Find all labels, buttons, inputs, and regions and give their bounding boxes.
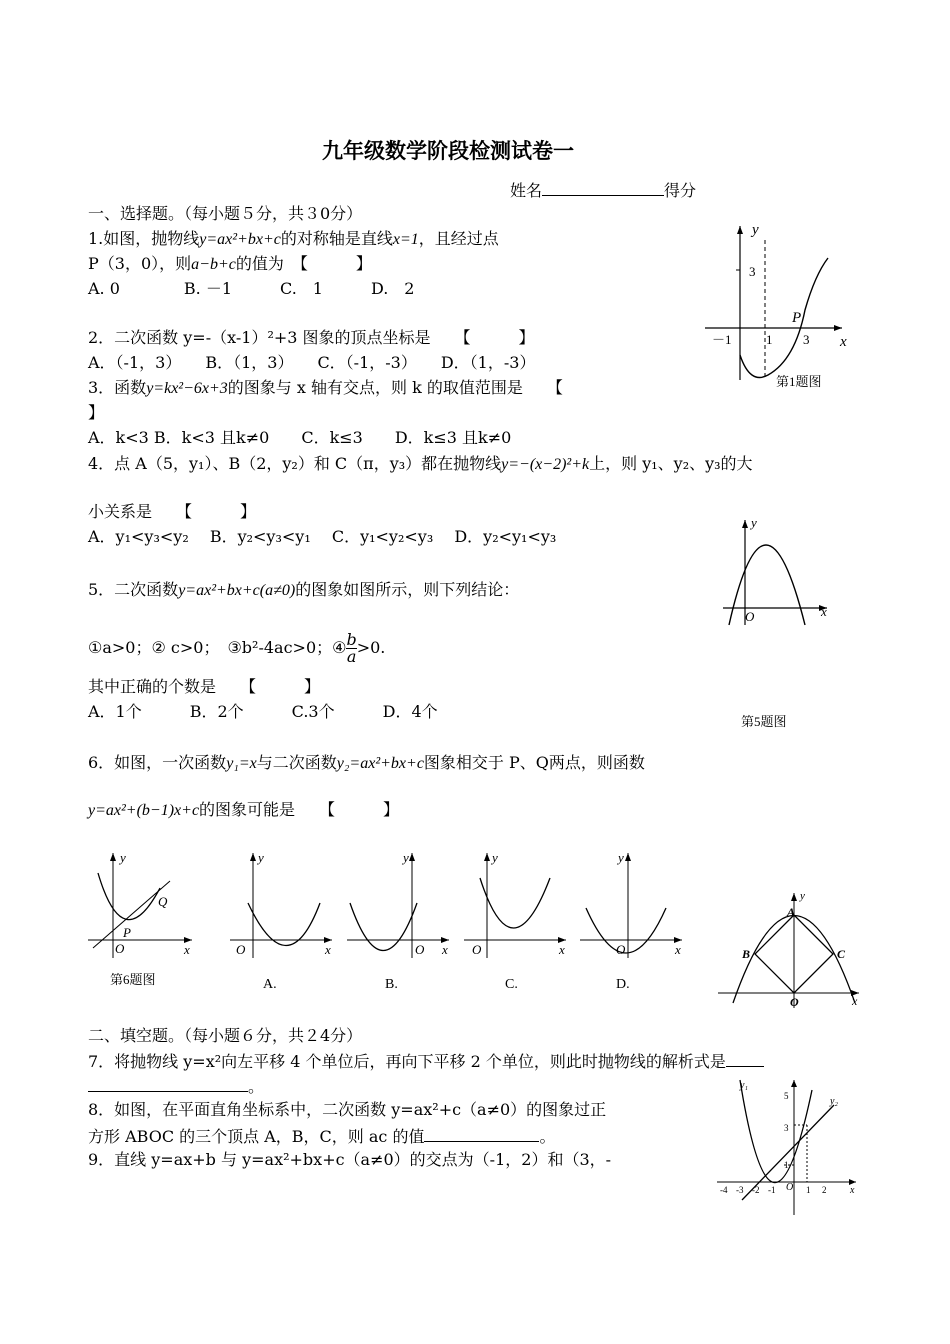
q7-answer-blank — [88, 1075, 248, 1092]
q5-figure — [715, 515, 835, 735]
svg-text:O: O — [415, 942, 425, 957]
q6-option-c-figure — [462, 848, 572, 993]
q5-formula: y=ax²+bx+c(a≠0) — [178, 582, 296, 599]
q3-options: A．k<3 B．k<3 且k≠0 C．k≤3 D．k≤3 且k≠0 — [88, 428, 512, 447]
svg-text:x: x — [325, 942, 331, 957]
svg-text:y₂: y₂ — [830, 1096, 838, 1107]
name-field — [510, 179, 696, 201]
svg-text:B: B — [742, 947, 751, 961]
section1-heading: 一、选择题。（每小题５分，共３0分） — [88, 204, 363, 223]
q1-formula: y=ax²+bx+c — [199, 231, 281, 248]
q5-line3: 其中正确的个数是 【 】 — [88, 677, 321, 696]
q6-line2: y=ax²+(b−1)x+c的图象可能是 【 】 — [88, 800, 400, 819]
q3-formula: y=kx²−6x+3 — [146, 380, 228, 397]
q5-caption: 第5题图 — [741, 714, 787, 729]
q9-line1: 9．直线 y=ax+b 与 y=ax²+bx+c（a≠0）的交点为（-1，2）和（3，- — [88, 1150, 612, 1169]
q6-line1: 6．如图，一次函数y₁=x与二次函数y₂=ax²+bx+c图象相交于 P、Q两点，则函数 — [88, 753, 645, 772]
svg-text:O: O — [115, 941, 125, 956]
svg-text:5: 5 — [784, 1091, 789, 1101]
svg-text:y: y — [492, 850, 498, 865]
svg-text:x: x — [852, 994, 858, 1008]
svg-text:C.: C. — [505, 977, 518, 992]
q6-option-d-figure — [578, 848, 688, 993]
q1-line1: 1.如图，抛物线y=ax²+bx+c的对称轴是直线x=1，且经过点 — [88, 229, 499, 248]
svg-text:-1: -1 — [768, 1185, 776, 1195]
svg-text:第6题图: 第6题图 — [110, 972, 156, 987]
q6-option-b-figure — [345, 848, 453, 993]
q3-line2: 】 — [88, 403, 105, 422]
q1-line2: P（3，0），则a−b+c的值为 【 】 — [88, 254, 372, 273]
svg-text:Q: Q — [158, 894, 168, 909]
svg-text:x: x — [559, 942, 565, 957]
svg-text:x: x — [184, 942, 190, 957]
svg-text:C: C — [837, 947, 846, 961]
svg-text:-3: -3 — [736, 1185, 744, 1195]
q3-line1: 3．函数y=kx²−6x+3的图象与 x 轴有交点，则 k 的取值范围是 【 — [88, 378, 563, 397]
q4-options: A．y₁<y₃<y₂ B．y₂<y₃<y₁ C．y₁<y₂<y₃ D．y₂<y₁<y₃ — [88, 527, 557, 546]
svg-text:B.: B. — [385, 977, 398, 992]
svg-text:O: O — [786, 1182, 794, 1193]
q8-answer-blank — [424, 1125, 539, 1142]
svg-text:－1: －1 — [712, 332, 732, 347]
section2-heading: 二、填空题。（每小题６分，共２4分） — [88, 1026, 363, 1045]
svg-text:3: 3 — [749, 264, 756, 279]
svg-text:y: y — [403, 850, 409, 865]
q1-p-label: P — [792, 310, 802, 326]
q1-options: A. 0 B. －1 C. 1 D. 2 — [88, 279, 415, 298]
svg-text:x: x — [442, 942, 448, 957]
svg-text:1: 1 — [806, 1185, 811, 1195]
q8-line1: 8．如图，在平面直角坐标系中，二次函数 y=ax²+c（a≠0）的图象过正 — [88, 1100, 607, 1119]
svg-text:y: y — [120, 850, 126, 865]
q1-x-label: x — [840, 334, 847, 350]
svg-text:x: x — [821, 604, 827, 619]
q5-options: A．1个 B．2个 C.3个 D．4个 — [88, 702, 438, 721]
q9-figure — [712, 1075, 862, 1220]
svg-text:O: O — [616, 942, 626, 957]
svg-text:O: O — [236, 942, 246, 957]
q5-conclusions: ①a>0；② c>0； ③b²-4ac>0；④ $\frac{b}{a}$ >0. — [88, 630, 386, 666]
q2-options: A．（-1，3） B．（1，3） C．（-1，-3） D．（1，-3） — [88, 353, 536, 372]
svg-text:1: 1 — [784, 1160, 789, 1170]
score-label: 得分 — [664, 181, 697, 200]
q6-main-figure — [88, 848, 196, 988]
q4-line2: 小关系是 【 】 — [88, 502, 257, 521]
svg-text:y₁: y₁ — [740, 1080, 748, 1091]
q2-line1: 2．二次函数 y=-（x-1）²+3 图象的顶点坐标是 【 】 — [88, 328, 535, 347]
svg-text:-4: -4 — [720, 1185, 728, 1195]
q5-line1: 5．二次函数y=ax²+bx+c(a≠0)的图象如图所示，则下列结论： — [88, 580, 520, 599]
svg-text:y: y — [800, 890, 805, 902]
svg-text:O: O — [745, 609, 755, 624]
name-label: 姓名 — [510, 181, 543, 200]
q1-caption: 第1题图 — [776, 374, 822, 389]
svg-text:y: y — [618, 850, 624, 865]
q1-y-label: y — [752, 222, 759, 238]
q7-line1: 7．将抛物线 y=x²向左平移 4 个单位后，再向下平移 2 个单位，则此时抛物线的解析式是 — [88, 1050, 764, 1072]
svg-text:3: 3 — [784, 1123, 789, 1133]
svg-text:2: 2 — [822, 1185, 827, 1195]
svg-text:-2: -2 — [752, 1185, 760, 1195]
svg-text:P: P — [123, 925, 131, 940]
svg-text:D.: D. — [616, 977, 630, 992]
q8-line2: 方形 ABOC 的三个顶点 A，B，C，则 ac 的值 。 — [88, 1127, 556, 1146]
svg-text:A: A — [787, 905, 796, 919]
svg-text:x: x — [675, 942, 681, 957]
q6-option-a-figure — [228, 848, 336, 993]
q4-formula: y=−(x−2)²+k — [501, 456, 590, 473]
page-title: 九年级数学阶段检测试卷一 — [322, 138, 574, 163]
svg-text:y: y — [258, 850, 264, 865]
svg-text:y: y — [751, 515, 757, 530]
svg-text:O: O — [790, 995, 799, 1009]
svg-text:x: x — [850, 1185, 855, 1196]
q1-figure — [700, 220, 850, 395]
svg-text:O: O — [472, 942, 482, 957]
q8-figure — [715, 888, 865, 1018]
q4-line1: 4．点 A（5，y₁）、B（2，y₂）和 C（π，y₃）都在抛物线y=−(x−2)²+k上，则 y₁、y₂、y₃的大 — [88, 454, 753, 473]
q7-line2: 。 — [88, 1075, 264, 1097]
svg-text:3: 3 — [803, 332, 810, 347]
svg-text:A.: A. — [263, 977, 277, 992]
svg-text:1: 1 — [766, 332, 773, 347]
